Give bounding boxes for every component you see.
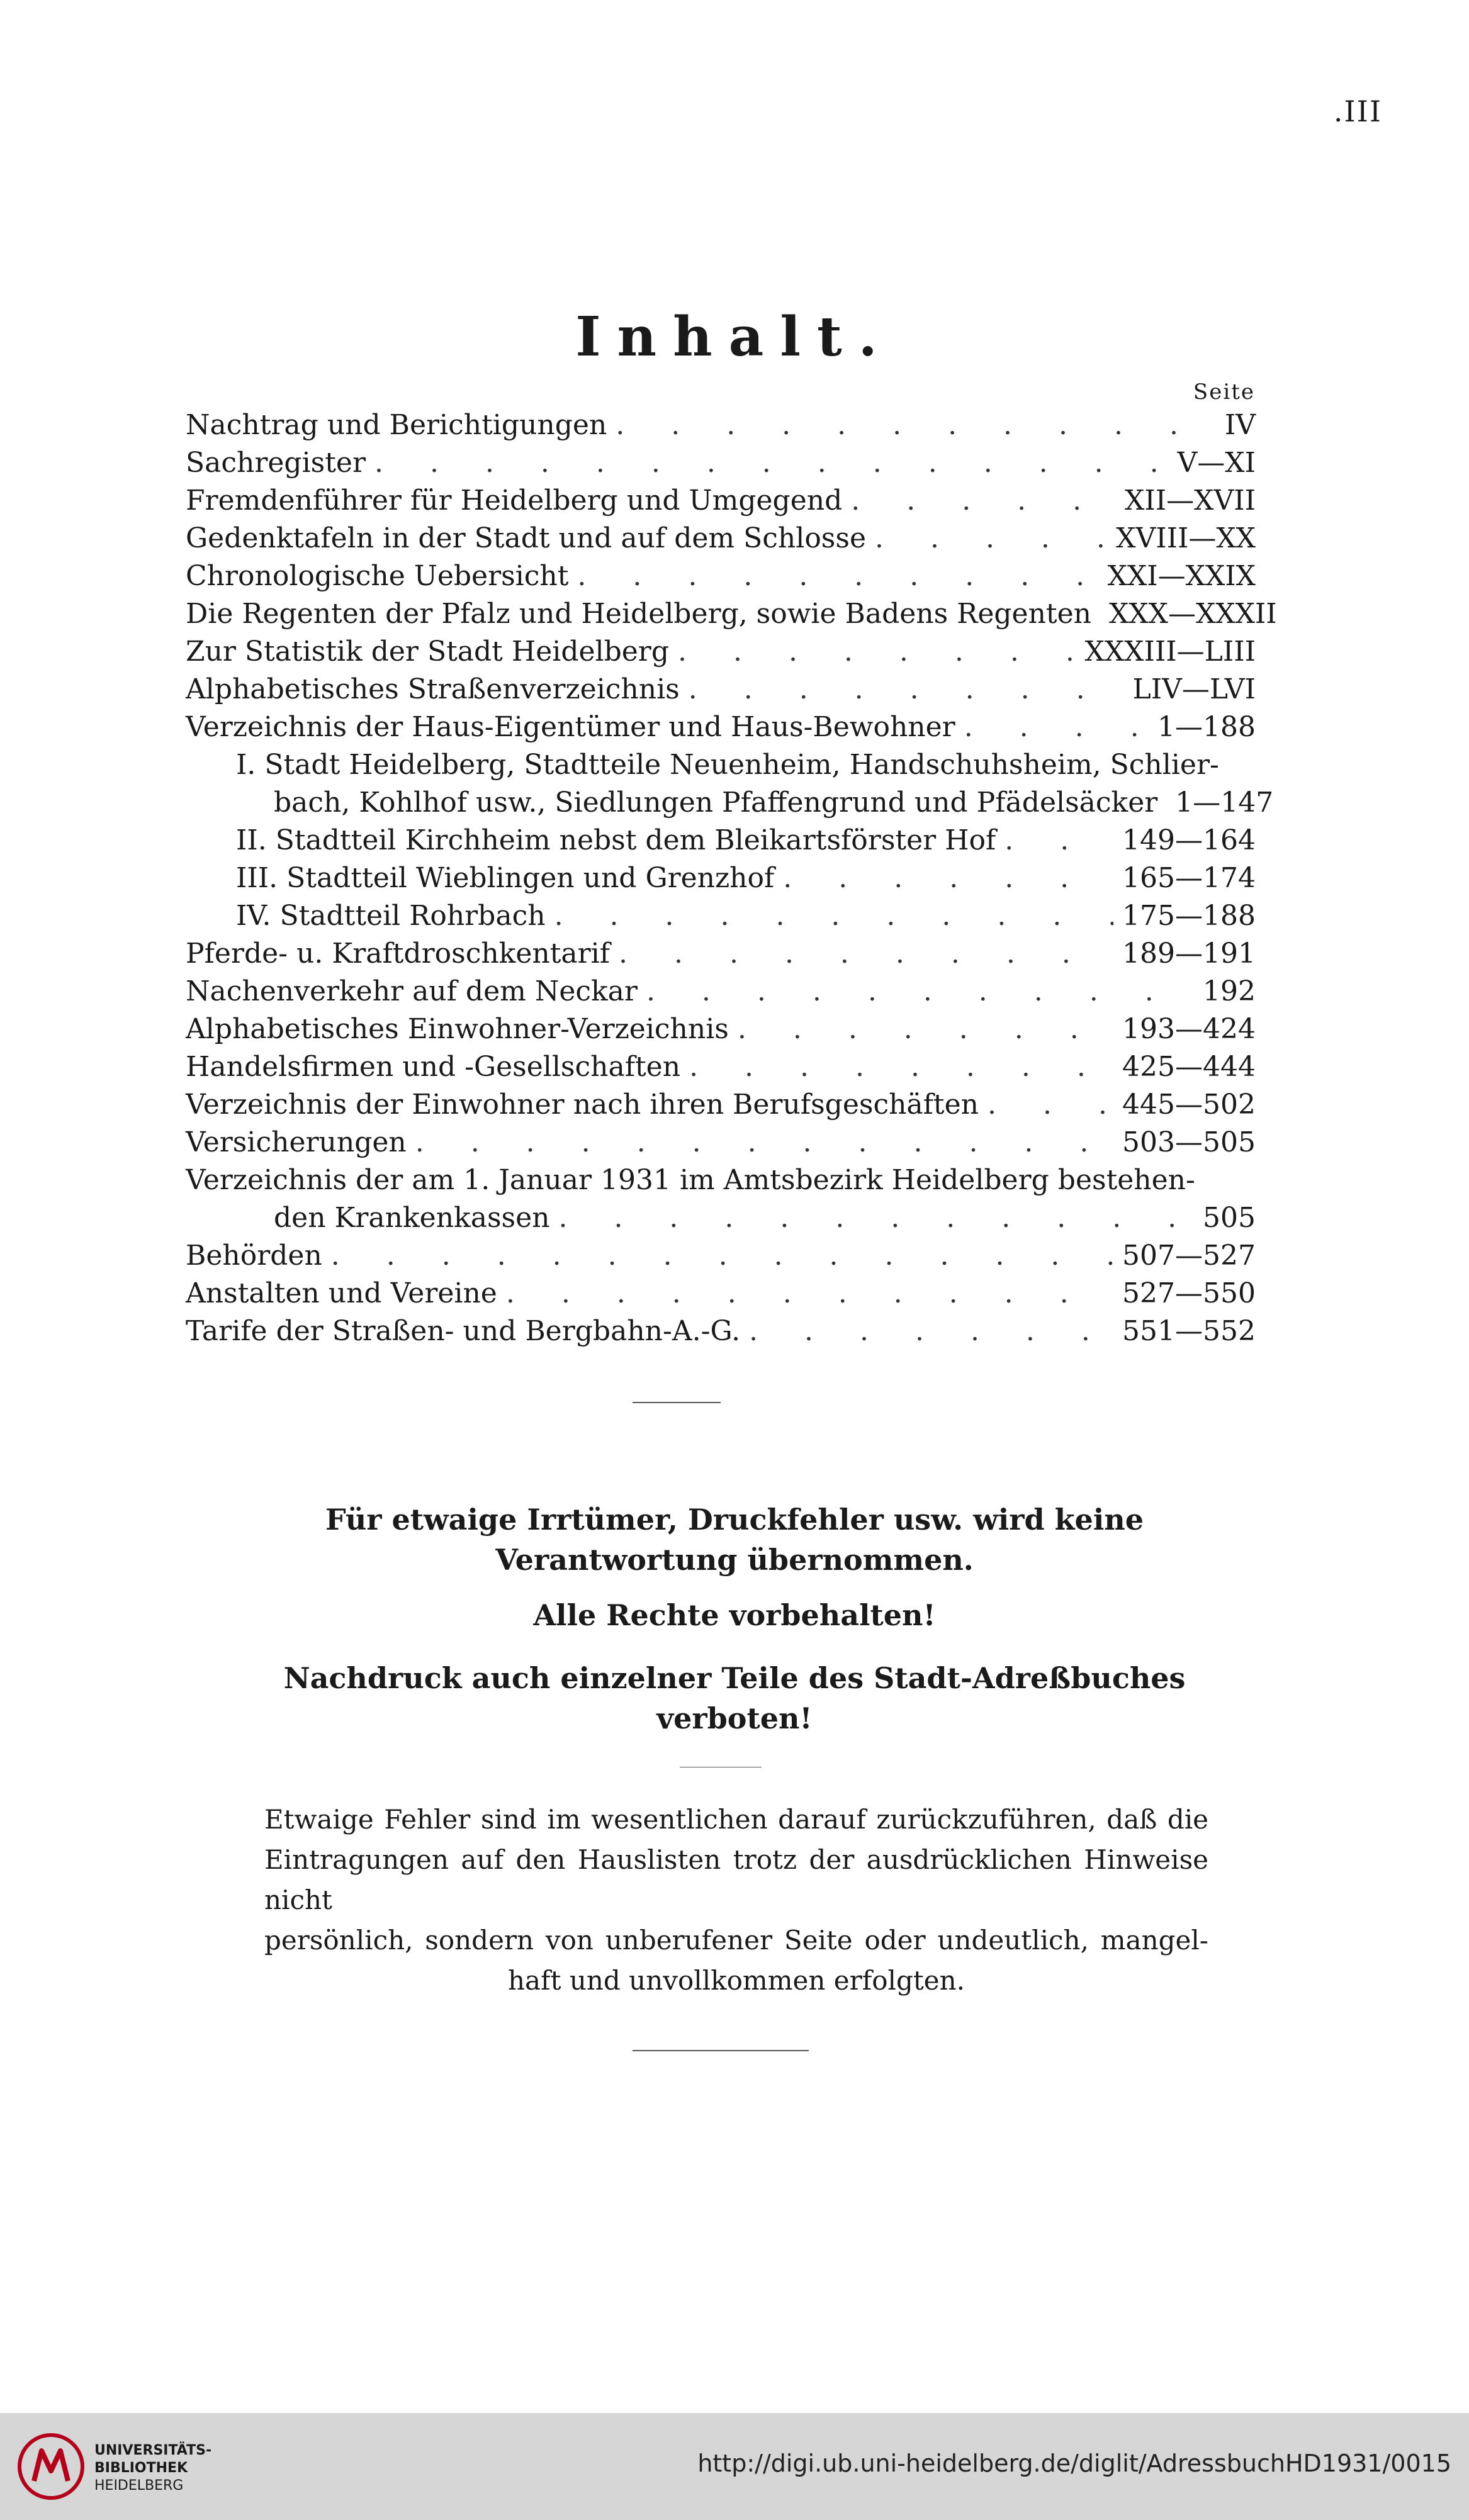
toc-entry-page: IV (1224, 409, 1256, 441)
toc-entry-title: Zur Statistik der Stadt Heidelberg (186, 636, 670, 668)
toc-entry-page: 165—174 (1122, 862, 1256, 894)
toc-leader-dots (749, 1315, 1113, 1347)
toc-leader-dots (577, 560, 1098, 592)
toc-entry (186, 484, 1256, 522)
toc-leader-dots (738, 1013, 1113, 1045)
toc-entry (186, 900, 1256, 938)
toc-entry-title: Versicherungen (186, 1126, 407, 1158)
toc-entry (186, 1051, 1256, 1089)
toc-entry-title: IV. Stadtteil Rohrbach (236, 900, 546, 932)
toc-entry-page: 193—424 (1122, 1013, 1256, 1045)
toc-entry (186, 824, 1256, 862)
toc-entry (186, 938, 1256, 975)
toc-leader-dots (851, 484, 1116, 517)
toc-leader-dots (988, 1089, 1113, 1121)
toc-entry-page: XXXIII—LIII (1084, 636, 1256, 668)
toc-entry (186, 1315, 1256, 1353)
toc-entry (186, 1202, 1256, 1240)
toc-entry-title: Sachregister (186, 447, 366, 479)
toc-leader-dots (646, 975, 1194, 1007)
toc-leader-dots (415, 1126, 1113, 1158)
toc-entry-page: 503—505 (1122, 1126, 1256, 1158)
toc-entry (186, 522, 1256, 560)
toc-entry-title: Alphabetisches Einwohner-Verzeichnis (186, 1013, 729, 1045)
toc-entry-title: Alphabetisches Straßenverzeichnis (186, 673, 680, 705)
toc-entry (186, 749, 1256, 787)
toc-entry-title: Fremdenführer für Heidelberg und Umgegend (186, 484, 843, 517)
toc-entry-title: Anstalten und Vereine (186, 1277, 497, 1309)
library-name-line: BIBLIOTHEK (94, 2460, 188, 2476)
library-name-line: UNIVERSITÄTS- (94, 2443, 212, 2458)
toc-entry-page: XXI—XXIX (1107, 560, 1256, 592)
section-divider (633, 2050, 809, 2051)
toc-entry-page: XII—XVII (1125, 484, 1256, 517)
toc-leader-dots (619, 938, 1113, 970)
toc-entry-page: 1—188 (1157, 711, 1256, 743)
errata-note (264, 1800, 1208, 2001)
errata-note-line: persönlich, sondern von unberufener Seite oder undeutlich, mangel- (264, 1925, 1208, 1956)
toc-entry-page: 445—502 (1122, 1089, 1256, 1121)
toc-entry-page: 1—147 (1175, 787, 1274, 819)
reprint-notice: Nachdruck auch einzelner Teile des Stadt-Adreßbuches (283, 1661, 1186, 1695)
rights-reserved-notice: Alle Rechte vorbehalten! (533, 1598, 936, 1632)
toc-leader-dots (1005, 824, 1113, 856)
toc-entry (186, 1013, 1256, 1051)
toc-entry-title: III. Stadtteil Wieblingen und Grenzhof (236, 862, 775, 894)
toc-leader-dots (689, 1051, 1113, 1083)
toc-entry-title: Pferde- u. Kraftdroschkentarif (186, 938, 611, 970)
toc-entry-page: 425—444 (1122, 1051, 1256, 1083)
toc-entry-page: XVIII—XX (1116, 522, 1256, 554)
toc-entry (186, 711, 1256, 749)
toc-seite-label: Seite (1193, 379, 1255, 405)
toc-entry-page: 175—188 (1122, 900, 1256, 932)
toc-entry-page: LIV—LVI (1132, 673, 1256, 705)
toc-leader-dots (964, 711, 1149, 743)
toc-entry-title: I. Stadt Heidelberg, Stadtteile Neuenheim, Handschuhsheim, Schlier- (236, 749, 1219, 781)
errata-note-line: Etwaige Fehler sind im wesentlichen darauf zurückzuführen, daß die (264, 1804, 1208, 1835)
toc-entry-title: Nachenverkehr auf dem Neckar (186, 975, 638, 1007)
toc-entry (186, 560, 1256, 598)
toc-entry-title: Handelsfirmen und -Gesellschaften (186, 1051, 681, 1083)
toc-entry (186, 598, 1277, 636)
toc-entry (186, 673, 1256, 711)
toc-leader-dots (331, 1240, 1113, 1272)
toc-entry-page: 192 (1203, 975, 1256, 1007)
reprint-notice: verboten! (656, 1701, 813, 1735)
toc-leader-dots (875, 522, 1107, 554)
toc-entry (186, 447, 1256, 484)
page-title: Inhalt. (575, 305, 894, 369)
toc-leader-dots (689, 673, 1124, 705)
toc-entry-page: 527—550 (1122, 1277, 1256, 1309)
toc-entry-page: XXX—XXXII (1108, 598, 1277, 630)
toc-entry-title: Die Regenten der Pfalz und Heidelberg, sowie Badens Regenten (186, 598, 1091, 630)
toc-entry (186, 636, 1256, 673)
toc-leader-dots (616, 409, 1216, 441)
toc-leader-dots (558, 1202, 1194, 1234)
toc-entry-title: Nachtrag und Berichtigungen (186, 409, 607, 441)
errata-note-line: haft und unvollkommen erfolgten. (507, 1965, 965, 1996)
toc-leader-dots (678, 636, 1076, 668)
toc-entry-title: Behörden (186, 1240, 322, 1272)
toc-entry-title: Verzeichnis der Haus-Eigentümer und Haus-Bewohner (186, 711, 955, 743)
page-number: .III (1333, 94, 1382, 128)
toc-entry-title: bach, Kohlhof usw., Siedlungen Pfaffengrund und Pfädelsäcker (274, 787, 1158, 819)
toc-entry (186, 1164, 1256, 1202)
toc-entry-title: Verzeichnis der am 1. Januar 1931 im Amtsbezirk Heidelberg bestehen- (186, 1164, 1195, 1196)
toc-entry (186, 862, 1256, 900)
toc-entry-title: II. Stadtteil Kirchheim nebst dem Bleikartsförster Hof (236, 824, 996, 856)
toc-entry-page: 507—527 (1122, 1240, 1256, 1272)
university-seal-icon (16, 2432, 86, 2501)
digital-library-footer (0, 2413, 1469, 2520)
permalink-url[interactable]: http://digi.ub.uni-heidelberg.de/diglit/AdressbuchHD1931/0015 (697, 2450, 1451, 2477)
toc-leader-dots (506, 1277, 1113, 1309)
table-of-contents (186, 409, 1277, 1353)
toc-entry-title: Verzeichnis der Einwohner nach ihren Berufsgeschäften (186, 1089, 979, 1121)
toc-entry (186, 1126, 1256, 1164)
toc-entry (186, 409, 1256, 447)
toc-entry (186, 787, 1274, 824)
toc-leader-dots (374, 447, 1169, 479)
errata-note-line: Eintragungen auf den Hauslisten trotz der ausdrücklichen Hinweise nicht (264, 1844, 1208, 1915)
disclaimer-line: Für etwaige Irrtümer, Druckfehler usw. wird keine (325, 1503, 1144, 1537)
section-divider (633, 1402, 721, 1403)
toc-entry-page: 149—164 (1122, 824, 1256, 856)
toc-entry-title: Tarife der Straßen- und Bergbahn-A.-G. (186, 1315, 741, 1347)
toc-entry (186, 1089, 1256, 1126)
toc-entry-page: 551—552 (1122, 1315, 1256, 1347)
toc-entry-page: V—XI (1177, 447, 1256, 479)
library-name (94, 2442, 211, 2495)
disclaimer-line: Verantwortung übernommen. (495, 1543, 974, 1577)
toc-entry-page: 189—191 (1122, 938, 1256, 970)
toc-entry (186, 1277, 1256, 1315)
library-name-line: HEIDELBERG (94, 2478, 184, 2494)
toc-entry (186, 975, 1256, 1013)
toc-entry-page: 505 (1203, 1202, 1256, 1234)
toc-leader-dots (554, 900, 1113, 932)
toc-entry-title: den Krankenkassen (274, 1202, 550, 1234)
toc-entry-title: Chronologische Uebersicht (186, 560, 569, 592)
toc-leader-dots (783, 862, 1113, 894)
toc-entry-title: Gedenktafeln in der Stadt und auf dem Schlosse (186, 522, 867, 554)
toc-entry (186, 1240, 1256, 1277)
